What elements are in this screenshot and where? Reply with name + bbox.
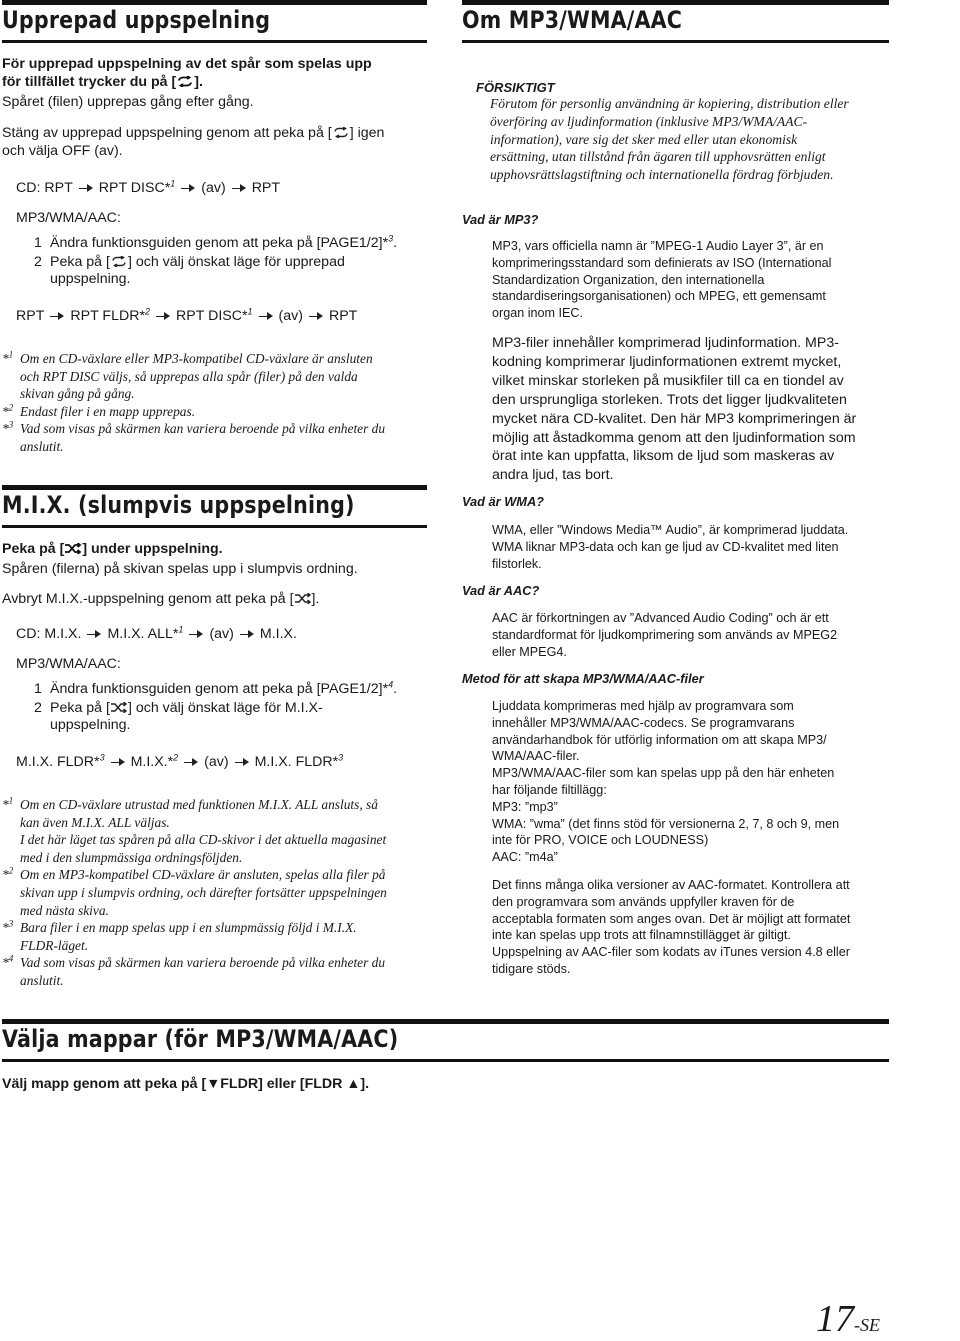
section-rule	[2, 40, 427, 43]
shuffle-icon	[110, 702, 128, 713]
method-paragraph-2: Det finns många olika versioner av AAC-formatet. Kontrollera att den programvara som används uppfyller kraven för de acceptabla formaten som anges ovan. Det är möjligt att formatet inte kan spelas upp trots att filnamnstillägget är giltigt. Uppspelning av AAC-filer som kodats av iTunes version 4.8 eller tidigare stöds.	[492, 878, 851, 976]
arrow-right-icon	[50, 312, 64, 320]
repeat-stop-text: Stäng av upprepad uppspelning genom att peka på [ ] igen och välja OFF (av).	[2, 125, 385, 159]
footnote: *$^1$ Om en CD-växlare eller MP3-kompatibel CD-växlare är ansluten och RPT DISC väljs, så upprepas alla spår (filer) på den valda skivan gång på gång.	[2, 349, 373, 402]
arrow-right-icon	[232, 184, 246, 192]
shuffle-icon	[294, 593, 312, 604]
caution-heading: FÖRSIKTIGT	[476, 80, 555, 95]
arrow-right-icon	[309, 312, 323, 320]
section-rule	[2, 525, 427, 528]
repeat-cd-chain: CD: RPT RPT DISC*$^1$ (av) RPT	[16, 178, 281, 196]
caution-text: Förutom för personlig användning är kopiering, distribution eller överföring av ljudinformation (inklusive MP3/WMA/AAC- information), vare sig det sker med eller utan ekonomisk ersättning, utan tillstånd från ägaren till upphovsrätten enligt upphovsrättslagstiftning och internationella fördrag förbjuden.	[490, 96, 849, 183]
section-rule	[462, 40, 889, 43]
mp3-paragraph-1: MP3, vars officiella namn är ”MPEG-1 Audio Layer 3”, är en komprimeringsstandard som definierats av ISO (International Standardization Organization, den internationella standardiseringsorganisationen) och MPEG, ett gemensamt organ inom IEC.	[492, 239, 832, 321]
step-2: 2 Peka på [ ] och välj önskat läge för M.I.X- uppspelning.	[34, 699, 323, 734]
mix-title: M.I.X. (slumpvis uppspelning)	[2, 491, 355, 519]
mix-footnotes	[2, 796, 427, 990]
arrow-right-icon	[181, 184, 195, 192]
repeat-footnotes	[2, 350, 427, 456]
arrow-right-icon	[259, 312, 273, 320]
heading-what-is-mp3: Vad är MP3?	[462, 212, 539, 227]
aac-paragraph: AAC är förkortningen av ”Advanced Audio Coding” och är ett standardformat för ljudkomprimering som används av MPEG2 eller MPEG4.	[492, 611, 838, 659]
repeat-mp3-label: MP3/WMA/AAC:	[16, 210, 121, 226]
mix-desc: Spåren (filerna) på skivan spelas upp i slumpvis ordning.	[2, 561, 358, 577]
repeat-lead: För upprepad uppspelning av det spår som spelas upp för tillfället trycker du på [ ].	[2, 56, 372, 90]
heading-what-is-wma: Vad är WMA?	[462, 494, 544, 509]
mix-steps	[34, 681, 424, 735]
arrow-right-icon	[240, 630, 254, 638]
arrow-right-icon	[79, 184, 93, 192]
step-2: 2 Peka på [ ] och välj önskat läge för upprepad uppspelning.	[34, 253, 345, 288]
arrow-right-icon	[87, 630, 101, 638]
heading-method: Metod för att skapa MP3/WMA/AAC-filer	[462, 671, 704, 686]
arrow-right-icon	[156, 312, 170, 320]
step-1: 1 Ändra funktionsguiden genom att peka på [PAGE1/2]*$^3$.	[34, 233, 398, 251]
folders-title: Välja mappar (för MP3/WMA/AAC)	[2, 1025, 399, 1053]
arrow-right-icon	[189, 630, 203, 638]
mp3-paragraph-2: MP3-filer innehåller komprimerad ljudinformation. MP3- kodning komprimerar ljudinformationen extremt mycket, vilket minskar storleken på musikfiler till ca en tiondel av den ursprungliga storleken. Trots det ligger ljudkvaliteten mycket nära CD-kvalitet. Den här MP3 komprimeringen är möjlig att åstadkomma genom att den ljudinformation som örat inte kan uppfatta, liksom de ljud som maskeras av andra ljud, tas bort.	[492, 335, 857, 484]
repeat-icon	[176, 76, 194, 87]
mix-mp3-label: MP3/WMA/AAC:	[16, 656, 121, 672]
shuffle-icon	[64, 543, 82, 554]
footnote: *$^3$ Bara filer i en mapp spelas upp i en slumpmässig följd i M.I.X. FLDR-läget.	[2, 918, 357, 953]
footnote: *$^1$ Om en CD-växlare utrustad med funktionen M.I.X. ALL ansluts, så kan även M.I.X. ALL väljas. I det här läget tas spåren på alla CD-skivor i det aktuella magasinet med i den slumpmässiga ordningsföljden.	[2, 795, 387, 865]
footnote: *$^4$ Vad som visas på skärmen kan variera beroende på vilka enheter du anslutit.	[2, 953, 386, 988]
mix-cd-chain: CD: M.I.X. M.I.X. ALL*$^1$ (av) M.I.X.	[16, 624, 297, 642]
about-title: Om MP3/WMA/AAC	[462, 6, 683, 34]
repeat-desc: Spåret (filen) upprepas gång efter gång.	[2, 94, 254, 110]
folders-text: Välj mapp genom att peka på [▼FLDR] eller [FLDR ▲].	[2, 1076, 370, 1092]
repeat-steps	[34, 235, 424, 289]
repeat-title: Upprepad uppspelning	[2, 6, 271, 34]
footnote: *$^2$ Om en MP3-kompatibel CD-växlare är ansluten, spelas alla filer på skivan upp i slumpvis ordning, och därefter fortsätter uppspelningen med nästa skiva.	[2, 865, 387, 918]
triangle-up-icon: ▲	[346, 1076, 361, 1092]
section-rule	[2, 1059, 889, 1062]
footnote: *$^3$ Vad som visas på skärmen kan variera beroende på vilka enheter du anslutit.	[2, 419, 386, 454]
mix-mp3-chain: M.I.X. FLDR*$^3$ M.I.X.*$^2$ (av) M.I.X. FLDR*$^3$	[16, 752, 344, 770]
caution-block	[476, 80, 896, 184]
arrow-right-icon	[111, 758, 125, 766]
wma-paragraph: WMA, eller ”Windows Media™ Audio”, är komprimerad ljuddata. WMA liknar MP3-data och kan ge ljud av CD-kvalitet med liten filstorlek.	[492, 523, 849, 571]
section-rule	[2, 1019, 889, 1024]
footnote: *$^2$ Endast filer i en mapp upprepas.	[2, 402, 196, 419]
mix-lead: Peka på [ ] under uppspelning.	[2, 541, 223, 557]
section-rule	[462, 0, 889, 5]
heading-what-is-aac: Vad är AAC?	[462, 583, 540, 598]
method-paragraph-1: Ljuddata komprimeras med hjälp av programvara som innehåller MP3/WMA/AAC-codecs. Se programvarans användarhandbok för utförlig information om att skapa MP3/ WMA/AAC-filer. MP3/WMA/AAC-filer som kan spelas upp på den här enheten har följande filtillägg: MP3: ”mp3” WMA: ”wma” (det finns stöd för versionerna 2, 7, 8 och 9, men inte för PRO, VOICE och LOUDNESS) AAC: ”m4a”	[492, 699, 840, 865]
arrow-right-icon	[184, 758, 198, 766]
section-rule	[2, 0, 427, 5]
page-number: 17-SE	[816, 1298, 880, 1340]
repeat-icon	[110, 256, 128, 267]
triangle-down-icon: ▼	[206, 1076, 221, 1092]
section-rule	[2, 485, 427, 490]
mix-cancel: Avbryt M.I.X.-uppspelning genom att peka på [ ].	[2, 591, 320, 607]
arrow-right-icon	[235, 758, 249, 766]
repeat-mp3-chain: RPT RPT FLDR*$^2$ RPT DISC*$^1$ (av) RPT	[16, 306, 358, 324]
step-1: 1 Ändra funktionsguiden genom att peka på [PAGE1/2]*$^4$.	[34, 679, 398, 697]
repeat-icon	[332, 127, 350, 138]
